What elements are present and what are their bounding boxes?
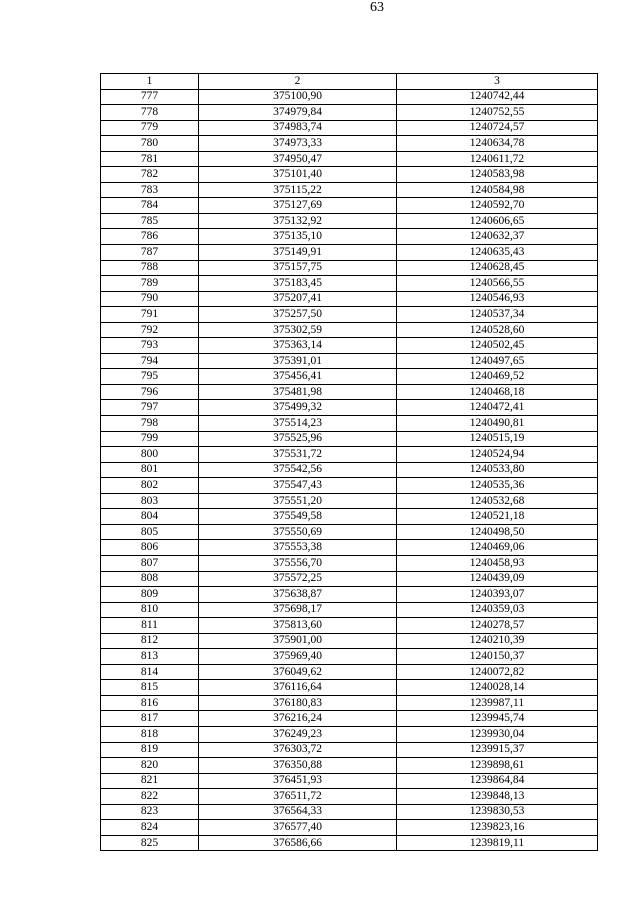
- y-coordinate-cell: 1240752,55: [397, 105, 598, 121]
- table-row: [101, 291, 598, 307]
- y-coordinate-cell: 1239848,13: [397, 789, 598, 805]
- point-number-cell: 811: [101, 618, 199, 634]
- point-number-cell: 816: [101, 695, 199, 711]
- point-number-cell: 785: [101, 213, 199, 229]
- table-row: [101, 322, 598, 338]
- point-number-cell: 815: [101, 680, 199, 696]
- y-coordinate-cell: 1240497,65: [397, 353, 598, 369]
- table-row: [101, 835, 598, 851]
- point-number-cell: 779: [101, 120, 199, 136]
- y-coordinate-cell: 1240537,34: [397, 307, 598, 323]
- point-number-cell: 793: [101, 338, 199, 354]
- table-row: [101, 773, 598, 789]
- table-row: [101, 695, 598, 711]
- x-coordinate-cell: 376180,83: [199, 695, 397, 711]
- x-coordinate-cell: 376216,24: [199, 711, 397, 727]
- y-coordinate-cell: 1240468,18: [397, 384, 598, 400]
- point-number-cell: 810: [101, 602, 199, 618]
- point-number-cell: 819: [101, 742, 199, 758]
- point-number-cell: 778: [101, 105, 199, 121]
- point-number-cell: 786: [101, 229, 199, 245]
- point-number-cell: 804: [101, 509, 199, 525]
- point-number-cell: 782: [101, 167, 199, 183]
- point-number-cell: 780: [101, 136, 199, 152]
- point-number-cell: 824: [101, 820, 199, 836]
- point-number-cell: 802: [101, 478, 199, 494]
- x-coordinate-cell: 375149,91: [199, 245, 397, 261]
- table-row: [101, 509, 598, 525]
- point-number-cell: 821: [101, 773, 199, 789]
- y-coordinate-cell: 1240524,94: [397, 447, 598, 463]
- x-coordinate-cell: 375969,40: [199, 649, 397, 665]
- y-coordinate-cell: 1240469,06: [397, 540, 598, 556]
- point-number-cell: 798: [101, 416, 199, 432]
- x-coordinate-cell: 376249,23: [199, 726, 397, 742]
- header-row: [101, 74, 598, 90]
- table-row: [101, 804, 598, 820]
- table-row: [101, 276, 598, 292]
- point-number-cell: 818: [101, 726, 199, 742]
- table-row: [101, 384, 598, 400]
- point-number-cell: 794: [101, 353, 199, 369]
- table-row: [101, 120, 598, 136]
- point-number-cell: 783: [101, 182, 199, 198]
- table-row: [101, 229, 598, 245]
- y-coordinate-cell: 1239987,11: [397, 695, 598, 711]
- point-number-cell: 812: [101, 633, 199, 649]
- x-coordinate-cell: 375525,96: [199, 431, 397, 447]
- x-coordinate-cell: 375514,23: [199, 416, 397, 432]
- y-coordinate-cell: 1240592,70: [397, 198, 598, 214]
- y-coordinate-cell: 1240546,93: [397, 291, 598, 307]
- x-coordinate-cell: 375542,56: [199, 462, 397, 478]
- table-row: [101, 758, 598, 774]
- x-coordinate-cell: 376350,88: [199, 758, 397, 774]
- table-row: [101, 602, 598, 618]
- y-coordinate-cell: 1240498,50: [397, 524, 598, 540]
- table-row: [101, 353, 598, 369]
- table-row: [101, 431, 598, 447]
- y-coordinate-cell: 1240634,78: [397, 136, 598, 152]
- table-row: [101, 182, 598, 198]
- x-coordinate-cell: 376586,66: [199, 835, 397, 851]
- table-row: [101, 89, 598, 105]
- x-coordinate-cell: 375391,01: [199, 353, 397, 369]
- table-row: [101, 633, 598, 649]
- point-number-cell: 789: [101, 276, 199, 292]
- x-coordinate-cell: 375547,43: [199, 478, 397, 494]
- x-coordinate-cell: 375100,90: [199, 89, 397, 105]
- table-row: [101, 369, 598, 385]
- x-coordinate-cell: 375813,60: [199, 618, 397, 634]
- x-coordinate-cell: 375550,69: [199, 524, 397, 540]
- x-coordinate-cell: 375531,72: [199, 447, 397, 463]
- x-coordinate-cell: 375127,69: [199, 198, 397, 214]
- y-coordinate-cell: 1239823,16: [397, 820, 598, 836]
- point-number-cell: 809: [101, 587, 199, 603]
- x-coordinate-cell: 376451,93: [199, 773, 397, 789]
- point-number-cell: 781: [101, 151, 199, 167]
- point-number-cell: 825: [101, 835, 199, 851]
- y-coordinate-cell: 1239945,74: [397, 711, 598, 727]
- table-row: [101, 260, 598, 276]
- x-coordinate-cell: 375499,32: [199, 400, 397, 416]
- y-coordinate-cell: 1240490,81: [397, 416, 598, 432]
- table-row: [101, 167, 598, 183]
- table-row: [101, 587, 598, 603]
- table-row: [101, 245, 598, 261]
- page-number: 63: [370, 0, 384, 15]
- table-row: [101, 493, 598, 509]
- table-row: [101, 540, 598, 556]
- y-coordinate-cell: 1240632,37: [397, 229, 598, 245]
- x-coordinate-cell: 375638,87: [199, 587, 397, 603]
- point-number-cell: 823: [101, 804, 199, 820]
- y-coordinate-cell: 1240393,07: [397, 587, 598, 603]
- x-coordinate-cell: 375456,41: [199, 369, 397, 385]
- table-row: [101, 680, 598, 696]
- point-number-cell: 795: [101, 369, 199, 385]
- x-coordinate-cell: 375572,25: [199, 571, 397, 587]
- x-coordinate-cell: 375553,38: [199, 540, 397, 556]
- point-number-cell: 813: [101, 649, 199, 665]
- y-coordinate-cell: 1240439,09: [397, 571, 598, 587]
- column-header-y-coordinate: 3: [397, 74, 598, 90]
- x-coordinate-cell: 375363,14: [199, 338, 397, 354]
- x-coordinate-cell: 375698,17: [199, 602, 397, 618]
- table-row: [101, 664, 598, 680]
- coordinates-table: [100, 73, 598, 851]
- x-coordinate-cell: 376303,72: [199, 742, 397, 758]
- y-coordinate-cell: 1240583,98: [397, 167, 598, 183]
- x-coordinate-cell: 376564,33: [199, 804, 397, 820]
- x-coordinate-cell: 375115,22: [199, 182, 397, 198]
- x-coordinate-cell: 376049,62: [199, 664, 397, 680]
- table-row: [101, 618, 598, 634]
- y-coordinate-cell: 1239819,11: [397, 835, 598, 851]
- table-row: [101, 726, 598, 742]
- point-number-cell: 806: [101, 540, 199, 556]
- y-coordinate-cell: 1240028,14: [397, 680, 598, 696]
- column-header-x-coordinate: 2: [199, 74, 397, 90]
- y-coordinate-cell: 1240611,72: [397, 151, 598, 167]
- y-coordinate-cell: 1240210,39: [397, 633, 598, 649]
- y-coordinate-cell: 1240628,45: [397, 260, 598, 276]
- table-row: [101, 105, 598, 121]
- x-coordinate-cell: 375901,00: [199, 633, 397, 649]
- point-number-cell: 820: [101, 758, 199, 774]
- x-coordinate-cell: 375556,70: [199, 555, 397, 571]
- y-coordinate-cell: 1240521,18: [397, 509, 598, 525]
- y-coordinate-cell: 1240532,68: [397, 493, 598, 509]
- table-row: [101, 307, 598, 323]
- point-number-cell: 800: [101, 447, 199, 463]
- table-row: [101, 338, 598, 354]
- point-number-cell: 784: [101, 198, 199, 214]
- table-row: [101, 447, 598, 463]
- table-body: [101, 89, 598, 851]
- y-coordinate-cell: 1239930,04: [397, 726, 598, 742]
- x-coordinate-cell: 376577,40: [199, 820, 397, 836]
- y-coordinate-cell: 1240469,52: [397, 369, 598, 385]
- y-coordinate-cell: 1240635,43: [397, 245, 598, 261]
- column-header-point-number: 1: [101, 74, 199, 90]
- table-row: [101, 649, 598, 665]
- x-coordinate-cell: 375101,40: [199, 167, 397, 183]
- point-number-cell: 817: [101, 711, 199, 727]
- point-number-cell: 807: [101, 555, 199, 571]
- y-coordinate-cell: 1240515,19: [397, 431, 598, 447]
- y-coordinate-cell: 1240072,82: [397, 664, 598, 680]
- point-number-cell: 796: [101, 384, 199, 400]
- x-coordinate-cell: 374950,47: [199, 151, 397, 167]
- table-row: [101, 198, 598, 214]
- point-number-cell: 803: [101, 493, 199, 509]
- y-coordinate-cell: 1240458,93: [397, 555, 598, 571]
- point-number-cell: 792: [101, 322, 199, 338]
- point-number-cell: 822: [101, 789, 199, 805]
- x-coordinate-cell: 374973,33: [199, 136, 397, 152]
- table-row: [101, 571, 598, 587]
- table-row: [101, 151, 598, 167]
- table-row: [101, 213, 598, 229]
- point-number-cell: 808: [101, 571, 199, 587]
- point-number-cell: 799: [101, 431, 199, 447]
- x-coordinate-cell: 375132,92: [199, 213, 397, 229]
- y-coordinate-cell: 1240566,55: [397, 276, 598, 292]
- y-coordinate-cell: 1239915,37: [397, 742, 598, 758]
- table-row: [101, 820, 598, 836]
- x-coordinate-cell: 374983,74: [199, 120, 397, 136]
- x-coordinate-cell: 375157,75: [199, 260, 397, 276]
- point-number-cell: 801: [101, 462, 199, 478]
- y-coordinate-cell: 1240724,57: [397, 120, 598, 136]
- point-number-cell: 788: [101, 260, 199, 276]
- y-coordinate-cell: 1240278,57: [397, 618, 598, 634]
- y-coordinate-cell: 1240359,03: [397, 602, 598, 618]
- x-coordinate-cell: 375257,50: [199, 307, 397, 323]
- table-row: [101, 742, 598, 758]
- y-coordinate-cell: 1240535,36: [397, 478, 598, 494]
- point-number-cell: 791: [101, 307, 199, 323]
- y-coordinate-cell: 1240742,44: [397, 89, 598, 105]
- table-row: [101, 462, 598, 478]
- point-number-cell: 797: [101, 400, 199, 416]
- point-number-cell: 814: [101, 664, 199, 680]
- y-coordinate-cell: 1240533,80: [397, 462, 598, 478]
- table-row: [101, 555, 598, 571]
- table-row: [101, 524, 598, 540]
- y-coordinate-cell: 1240472,41: [397, 400, 598, 416]
- table-row: [101, 478, 598, 494]
- x-coordinate-cell: 376116,64: [199, 680, 397, 696]
- y-coordinate-cell: 1240584,98: [397, 182, 598, 198]
- x-coordinate-cell: 375135,10: [199, 229, 397, 245]
- y-coordinate-cell: 1239830,53: [397, 804, 598, 820]
- x-coordinate-cell: 375481,98: [199, 384, 397, 400]
- x-coordinate-cell: 375207,41: [199, 291, 397, 307]
- y-coordinate-cell: 1239898,61: [397, 758, 598, 774]
- table-row: [101, 416, 598, 432]
- table-row: [101, 400, 598, 416]
- table-header: [101, 74, 598, 90]
- y-coordinate-cell: 1240606,65: [397, 213, 598, 229]
- point-number-cell: 805: [101, 524, 199, 540]
- x-coordinate-cell: 376511,72: [199, 789, 397, 805]
- y-coordinate-cell: 1240528,60: [397, 322, 598, 338]
- point-number-cell: 787: [101, 245, 199, 261]
- x-coordinate-cell: 375549,58: [199, 509, 397, 525]
- y-coordinate-cell: 1239864,84: [397, 773, 598, 789]
- table-row: [101, 789, 598, 805]
- table-row: [101, 136, 598, 152]
- point-number-cell: 777: [101, 89, 199, 105]
- table-row: [101, 711, 598, 727]
- x-coordinate-cell: 374979,84: [199, 105, 397, 121]
- y-coordinate-cell: 1240150,37: [397, 649, 598, 665]
- x-coordinate-cell: 375183,45: [199, 276, 397, 292]
- x-coordinate-cell: 375302,59: [199, 322, 397, 338]
- y-coordinate-cell: 1240502,45: [397, 338, 598, 354]
- point-number-cell: 790: [101, 291, 199, 307]
- x-coordinate-cell: 375551,20: [199, 493, 397, 509]
